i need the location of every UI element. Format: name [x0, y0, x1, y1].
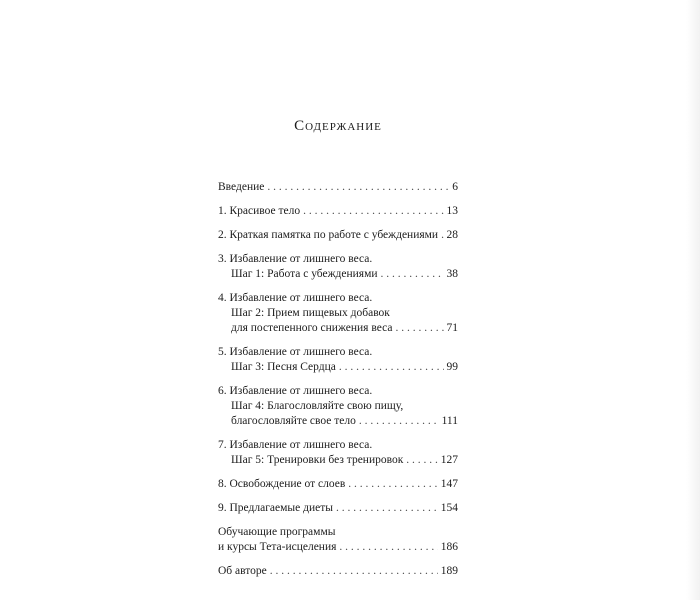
- toc-entry-line: Шаг 4: Благословляйте свою пищу,: [231, 400, 404, 412]
- toc-entry-last-line: [218, 267, 458, 282]
- dot-leader: [336, 501, 438, 516]
- toc-entry-text: 9. Предлагаемые диеты: [218, 502, 333, 514]
- toc-page-number: 186: [440, 541, 458, 553]
- toc-entry: [218, 204, 458, 219]
- toc-page-number: 13: [446, 205, 458, 217]
- toc-entry: [218, 291, 458, 336]
- toc-entry-text: для постепенного снижения веса: [231, 322, 393, 334]
- toc-entry-last-line: [218, 564, 458, 579]
- toc-entry-last-line: [218, 414, 458, 429]
- toc-entry-text: Шаг 3: Песня Сердца: [231, 361, 336, 373]
- toc-entry: [218, 525, 458, 555]
- toc-entry: [218, 180, 458, 195]
- toc-entry-line: 5. Избавление от лишнего веса.: [218, 346, 373, 358]
- toc-entry-line: Шаг 2: Прием пищевых добавок: [231, 307, 390, 319]
- toc-page-number: 99: [446, 361, 458, 373]
- toc-page-number: 189: [440, 565, 458, 577]
- dot-leader: [406, 453, 437, 468]
- dot-leader: [348, 477, 437, 492]
- toc-entry-text: 8. Освобождение от слоев: [218, 478, 346, 490]
- toc-entry: [218, 564, 458, 579]
- toc-entry: [218, 438, 458, 468]
- toc-entry-last-line: [218, 501, 458, 516]
- toc-page-number: 127: [440, 454, 458, 466]
- dot-leader: [381, 267, 444, 282]
- toc-entry-line: 4. Избавление от лишнего веса.: [218, 292, 373, 304]
- toc-entry: [218, 501, 458, 516]
- dot-leader: [303, 204, 443, 219]
- toc-page-number: 28: [446, 229, 458, 241]
- toc-page-number: 111: [441, 415, 458, 427]
- table-of-contents: [218, 180, 458, 588]
- dot-leader: [270, 564, 438, 579]
- toc-entry: [218, 477, 458, 492]
- toc-entry-text: 2. Краткая памятка по работе с убеждениями: [218, 229, 439, 241]
- toc-page-number: 6: [452, 181, 458, 193]
- contents-title: Содержание: [294, 118, 382, 134]
- toc-entry-line: 6. Избавление от лишнего веса.: [218, 385, 373, 397]
- toc-page-number: 71: [446, 322, 458, 334]
- toc-entry-text: и курсы Тета-исцеления: [218, 541, 337, 553]
- toc-page-number: 38: [446, 268, 458, 280]
- toc-entry-line: 7. Избавление от лишнего веса.: [218, 439, 373, 451]
- toc-entry-text: Шаг 1: Работа с убеждениями: [231, 268, 378, 280]
- toc-entry-last-line: [218, 540, 458, 555]
- toc-entry: [218, 228, 458, 243]
- toc-entry-line: Обучающие программы: [218, 526, 336, 538]
- toc-entry-last-line: [218, 321, 458, 336]
- dot-leader: [267, 180, 449, 195]
- toc-entry-text: Введение: [218, 181, 265, 193]
- toc-entry-text: Шаг 5: Тренировки без тренировок: [231, 454, 404, 466]
- toc-entry-last-line: [218, 477, 458, 492]
- toc-entry: [218, 384, 458, 429]
- dot-leader: [395, 321, 443, 336]
- toc-entry-last-line: [218, 453, 458, 468]
- toc-entry-last-line: [218, 228, 458, 243]
- page-edge-shadow: [686, 0, 700, 600]
- dot-leader: [339, 540, 437, 555]
- toc-entry-last-line: [218, 180, 458, 195]
- toc-page-number: 154: [440, 502, 458, 514]
- toc-page-number: 147: [440, 478, 458, 490]
- toc-entry-text: Об авторе: [218, 565, 267, 577]
- toc-entry-text: 1. Красивое тело: [218, 205, 301, 217]
- toc-entry: [218, 252, 458, 282]
- toc-entry-last-line: [218, 204, 458, 219]
- toc-entry-line: 3. Избавление от лишнего веса.: [218, 253, 373, 265]
- toc-entry-text: благословляйте свое тело: [231, 415, 356, 427]
- toc-entry-last-line: [218, 360, 458, 375]
- dot-leader: [359, 414, 439, 429]
- dot-leader: [339, 360, 444, 375]
- dot-leader: [441, 228, 443, 243]
- toc-entry: [218, 345, 458, 375]
